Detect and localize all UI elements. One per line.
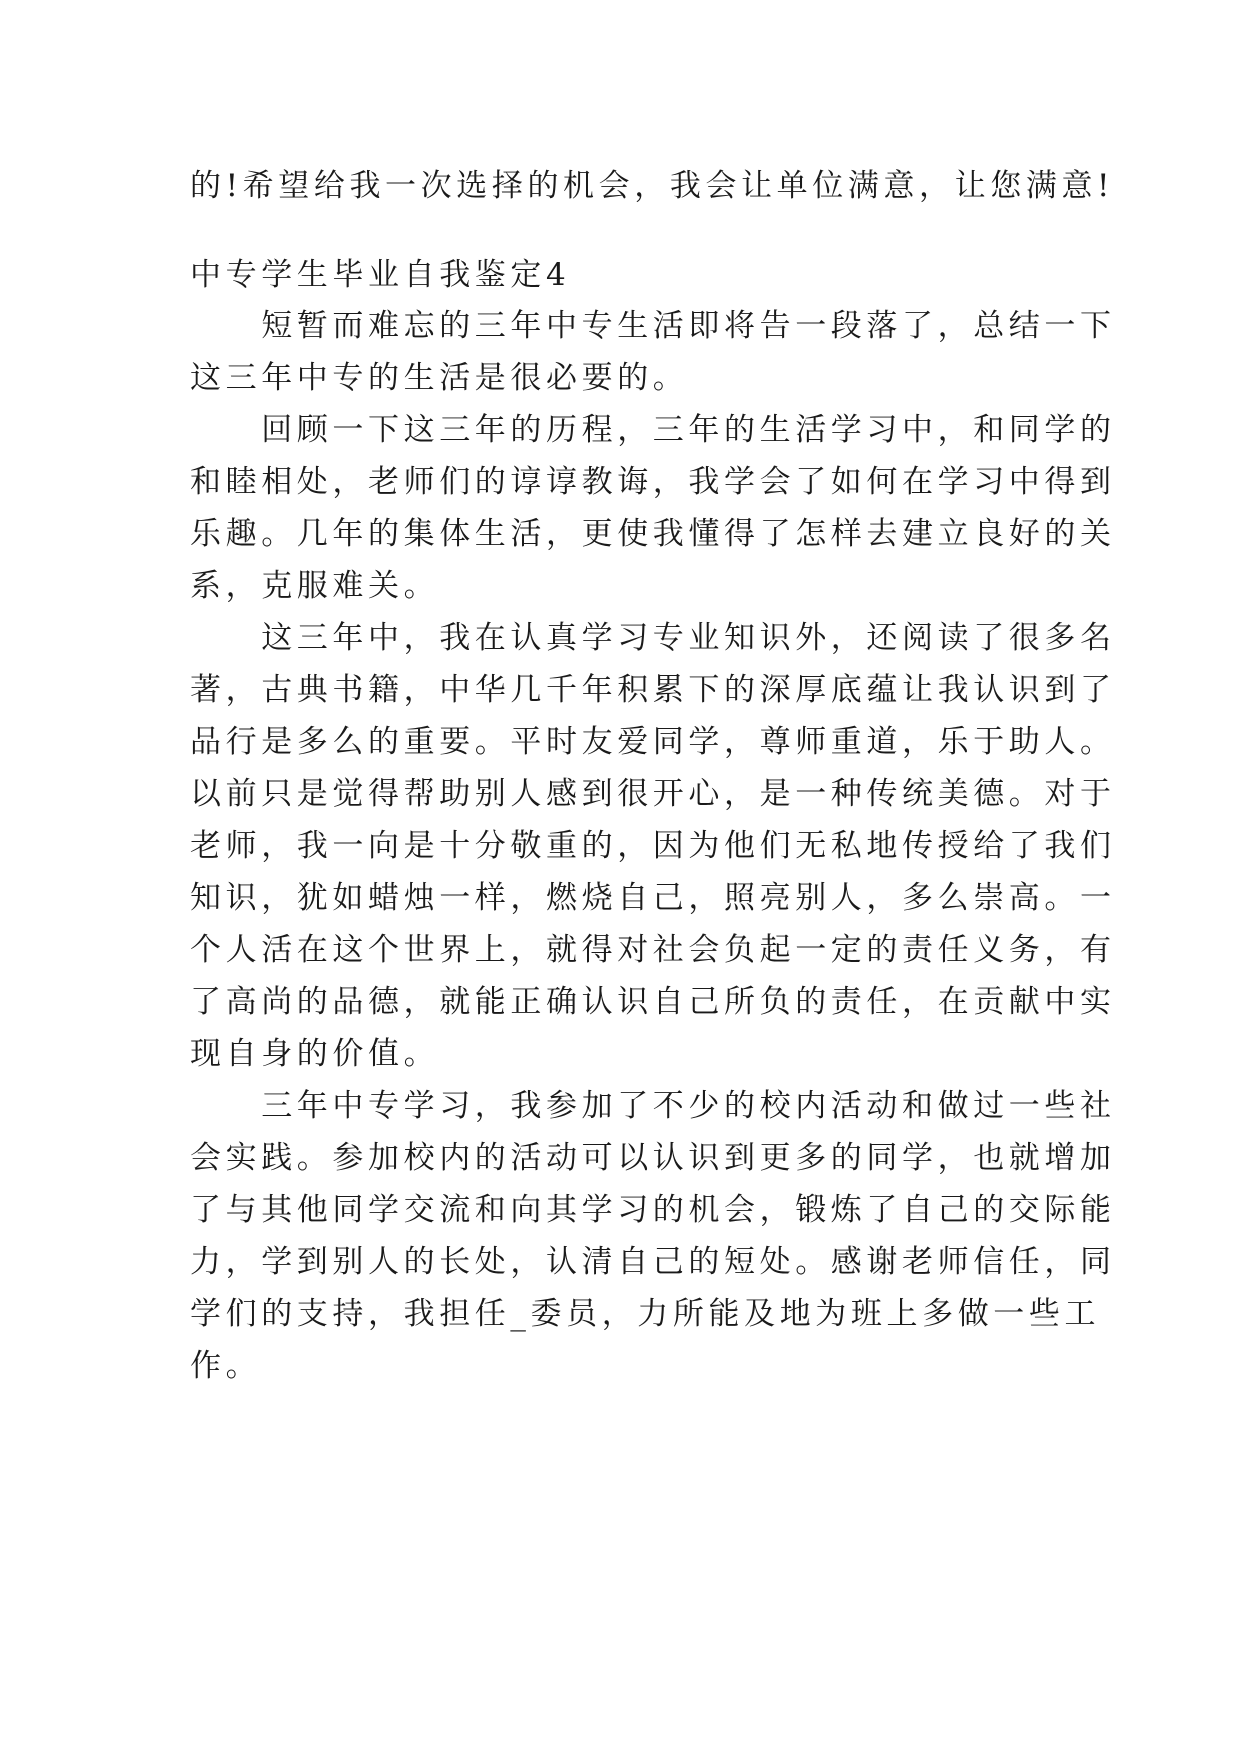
paragraph-line: 短暂而难忘的三年中专生活即将告一段落了，总结一下: [190, 308, 1116, 344]
paragraph-line: 回顾一下这三年的历程，三年的生活学习中，和同学的: [190, 412, 1116, 448]
paragraph-line: 知识，犹如蜡烛一样，燃烧自己，照亮别人，多么崇高。一: [190, 880, 1116, 916]
closing-line: 的!希望给我一次选择的机会，我会让单位满意，让您满意!: [190, 168, 1115, 204]
paragraph-line: 会实践。参加校内的活动可以认识到更多的同学，也就增加: [190, 1140, 1116, 1176]
paragraph-line: 三年中专学习，我参加了不少的校内活动和做过一些社: [190, 1088, 1116, 1124]
section-heading: 中专学生毕业自我鉴定4: [190, 257, 571, 293]
paragraph-line: 乐趣。几年的集体生活，更使我懂得了怎样去建立良好的关: [190, 516, 1116, 552]
paragraph-line: 力，学到别人的长处，认清自己的短处。感谢老师信任，同: [190, 1244, 1116, 1280]
paragraph-line: 作。: [190, 1348, 262, 1384]
paragraph-line: 老师，我一向是十分敬重的，因为他们无私地传授给了我们: [190, 828, 1116, 864]
paragraph-line: 了高尚的品德，就能正确认识自己所负的责任，在贡献中实: [190, 984, 1116, 1020]
paragraph-line: 现自身的价值。: [190, 1036, 440, 1072]
paragraph-line: 以前只是觉得帮助别人感到很开心，是一种传统美德。对于: [190, 776, 1116, 812]
paragraph-line: 系，克服难关。: [190, 568, 440, 604]
paragraph-line: 品行是多么的重要。平时友爱同学，尊师重道，乐于助人。: [190, 724, 1116, 760]
paragraph-line: 学们的支持，我担任_委员，力所能及地为班上多做一些工: [190, 1296, 1101, 1332]
paragraph-line: 这三年中，我在认真学习专业知识外，还阅读了很多名: [190, 620, 1116, 656]
paragraph-line: 这三年中专的生活是很必要的。: [190, 360, 689, 396]
paragraph-line: 了与其他同学交流和向其学习的机会，锻炼了自己的交际能: [190, 1192, 1116, 1228]
paragraph-line: 个人活在这个世界上，就得对社会负起一定的责任义务，有: [190, 932, 1116, 968]
paragraph-line: 著，古典书籍，中华几千年积累下的深厚底蕴让我认识到了: [190, 672, 1116, 708]
paragraph-line: 和睦相处，老师们的谆谆教诲，我学会了如何在学习中得到: [190, 464, 1116, 500]
